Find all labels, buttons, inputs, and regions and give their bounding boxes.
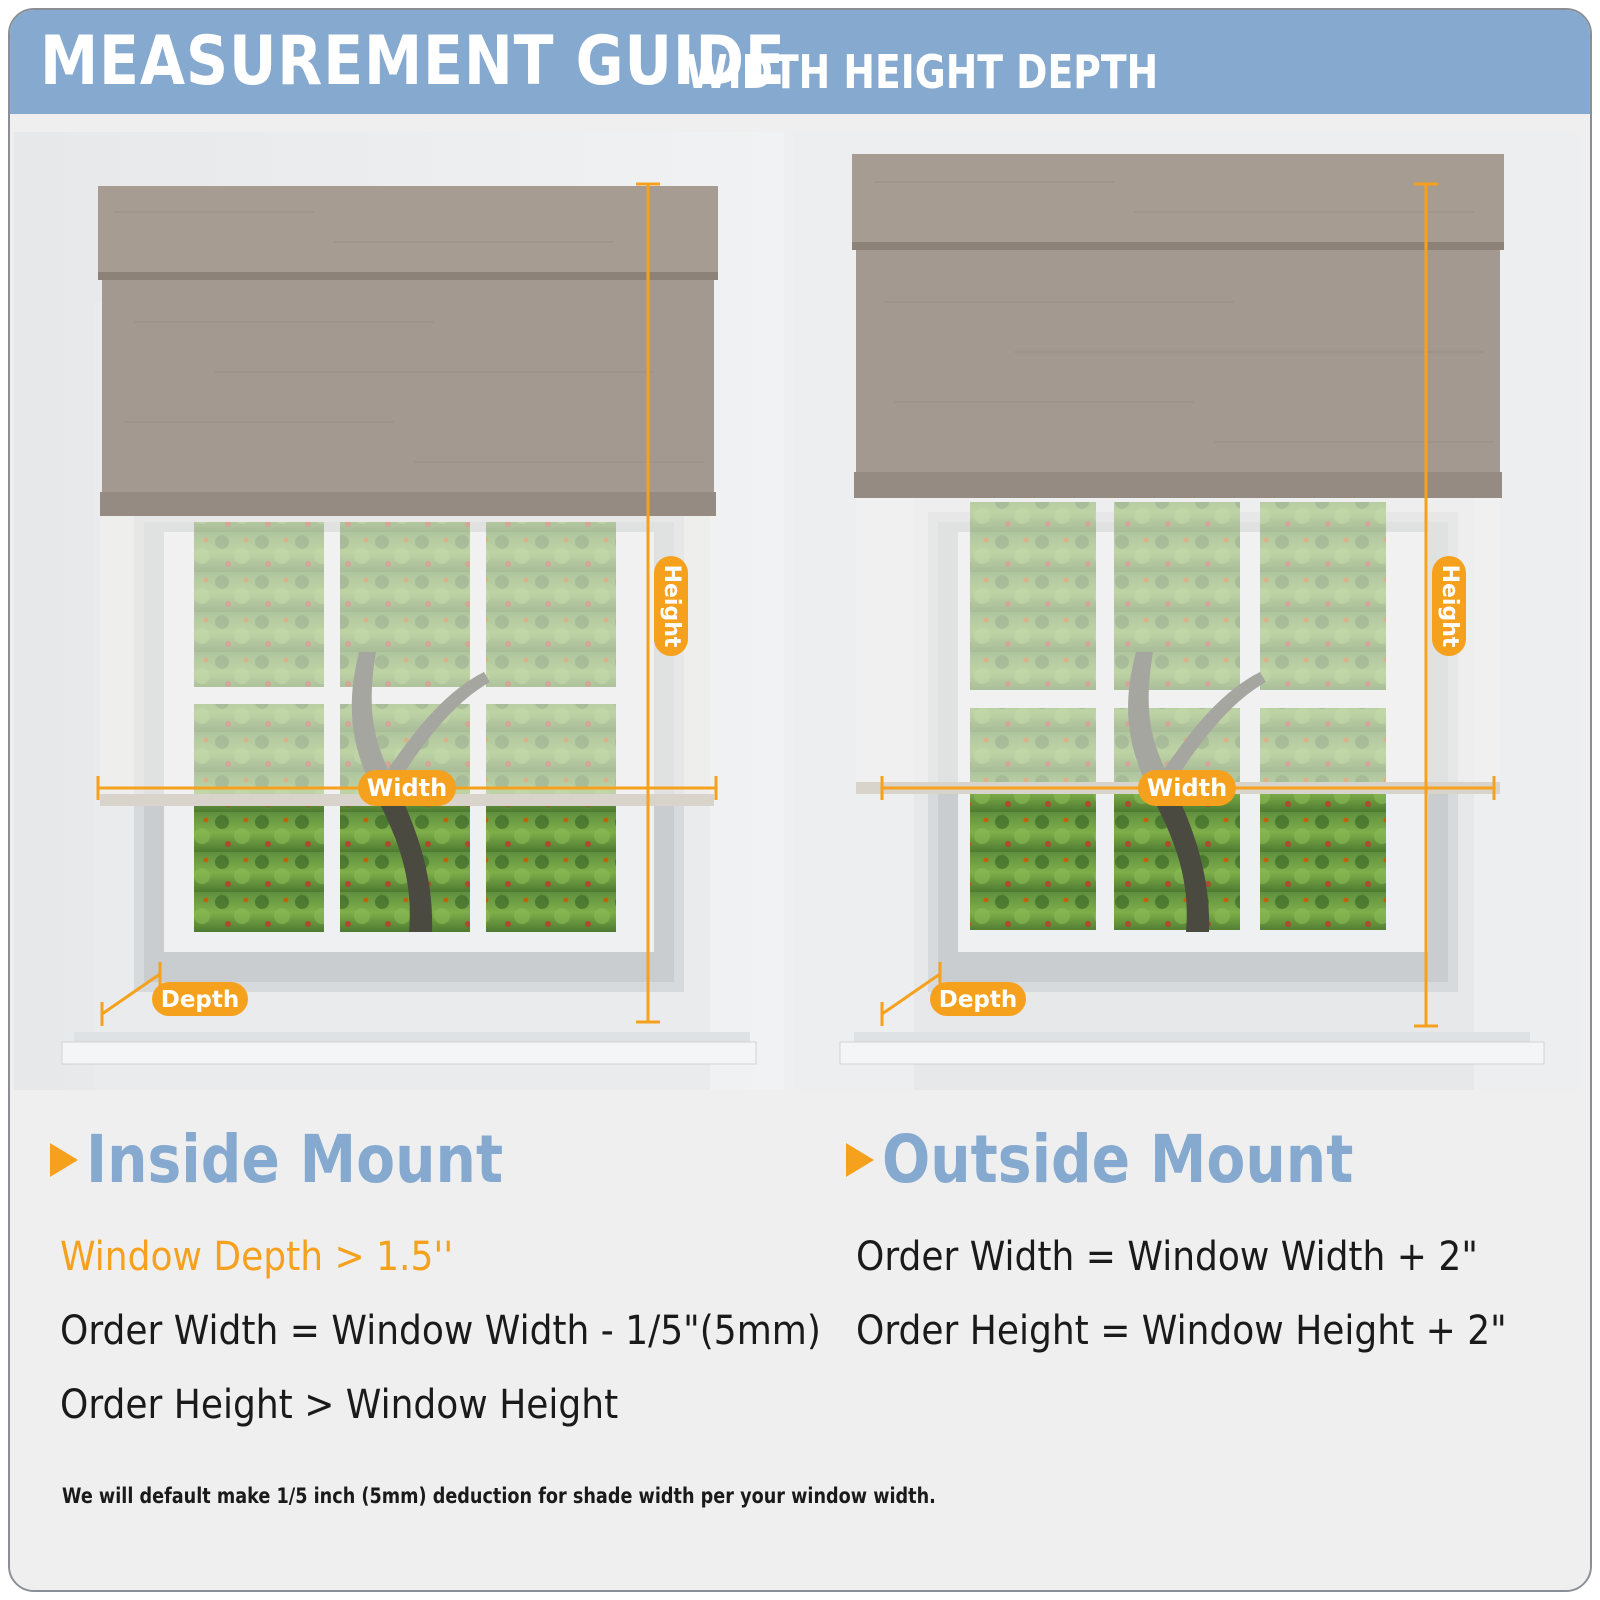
shade-sheer [100, 514, 714, 802]
outside-mount-heading [846, 1120, 1430, 1200]
measurement-guide-card [8, 8, 1592, 1592]
width-deduction-note: We will default make 1/5 inch (5mm) deduction for shade width per your window width. [62, 1484, 936, 1508]
depth-label: Depth [160, 987, 240, 1013]
inside-mount-title: Inside Mount [86, 1121, 504, 1198]
height-label: Height [659, 564, 684, 648]
width-label: Width [366, 774, 448, 802]
inside-width-rule: Order Width = Window Width - 1/5"(5mm) [60, 1308, 821, 1354]
inside-mount-diagram [14, 132, 784, 1090]
outside-mount-title: Outside Mount [882, 1121, 1354, 1198]
shade-sheer [856, 496, 1500, 790]
play-arrow-icon [50, 1143, 78, 1177]
page-title: MEASUREMENT GUIDE [40, 22, 786, 101]
height-label: Height [1437, 564, 1462, 648]
inside-mount-illustration [14, 132, 784, 1090]
depth-label: Depth [938, 987, 1018, 1013]
outside-mount-diagram [794, 132, 1580, 1090]
roller-shade [852, 154, 1504, 498]
roller-shade [98, 186, 718, 516]
header-banner [10, 10, 1590, 114]
outside-width-rule: Order Width = Window Width + 2" [856, 1234, 1478, 1280]
inside-height-rule: Order Height > Window Height [60, 1382, 619, 1428]
page-subtitle: WIDTH HEIGHT DEPTH [686, 45, 1159, 99]
inside-depth-rule: Window Depth > 1.5'' [60, 1234, 454, 1280]
outside-mount-illustration [794, 132, 1580, 1090]
play-arrow-icon [846, 1143, 874, 1177]
width-label: Width [1146, 774, 1228, 802]
mount-instructions [10, 1100, 1590, 1592]
outside-height-rule: Order Height = Window Height + 2" [856, 1308, 1507, 1354]
inside-mount-heading [50, 1120, 571, 1200]
